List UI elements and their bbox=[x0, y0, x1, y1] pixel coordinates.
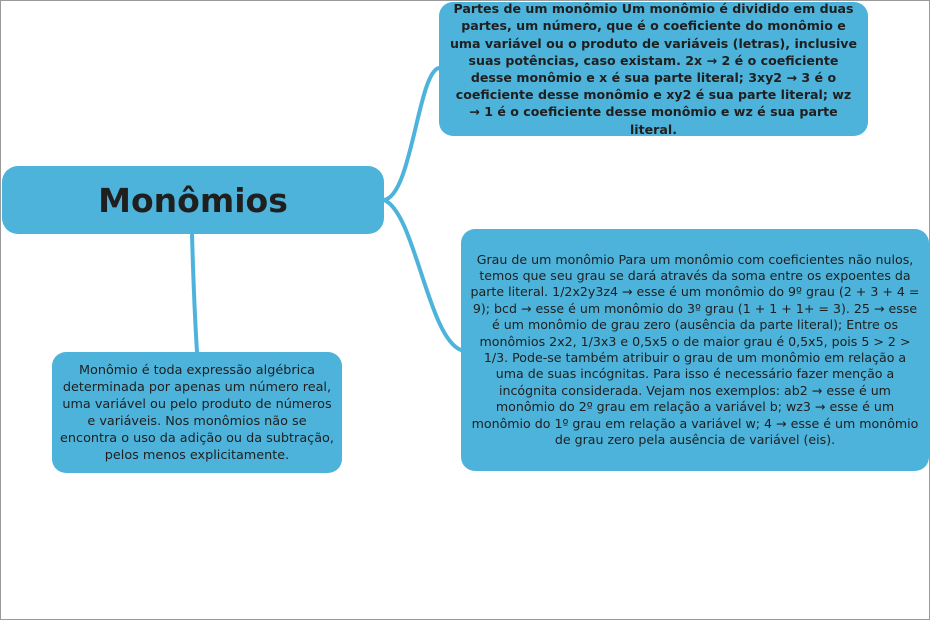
link-definicao bbox=[192, 234, 197, 352]
central-topic-label: Monômios bbox=[98, 180, 288, 220]
topic-partes-text: Partes de um monômio Um monômio é dividido em duas partes, um número, que é o coeficiente do monômio e uma variável ou o produto de variáveis (letras), inclusive suas potências, caso existam. 2x → 2 é o coeficiente desse monômio e x é sua parte literal; 3xy2 → 3 é o coeficiente desse monômio e xy2 é sua parte literal; wz → 1 é o coeficiente desse monômio e wz é sua parte literal. bbox=[449, 1, 858, 137]
central-topic-node[interactable] bbox=[2, 166, 384, 234]
topic-grau-text: Grau de um monômio Para um monômio com coeficientes não nulos, temos que seu grau se dará através da soma entre os expoentes da parte literal. 1/2x2y3z4 → esse é um monômio do 9º grau (2 + 3 + 4 = 9); bcd → esse é um monômio do 3º grau (1 + 1 + 1+ = 3). 25 → esse é um monômio de grau zero (ausência da parte literal); Entre os monômios 2x2, 1/3x3 e 0,5x5 o de maior grau é 0,5x5, pois 5 > 2 > 1/3. Pode-se também atribuir o grau de um monômio em relação a uma de suas incógnitas. Para isso é necessário fazer menção a incógnita considerada. Vejam nos exemplos: ab2 → esse é um monômio do 2º grau em relação a variável b; wz3 → esse é um monômio do 1º grau em relação a variável w; 4 → esse é um monômio de grau zero pela ausência de variável (eis). bbox=[470, 251, 920, 448]
link-partes bbox=[384, 68, 439, 200]
topic-grau-node[interactable] bbox=[461, 229, 929, 471]
topic-definicao-text: Monômio é toda expressão algébrica determinada por apenas um número real, uma variável ou pelo produto de números e variáveis. Nos monômios não se encontra o uso da adição ou da subtração, pelos menos explicitamente. bbox=[60, 362, 334, 463]
topic-definicao-node[interactable] bbox=[52, 352, 342, 473]
link-grau bbox=[384, 200, 461, 350]
topic-partes-node[interactable] bbox=[439, 2, 868, 136]
